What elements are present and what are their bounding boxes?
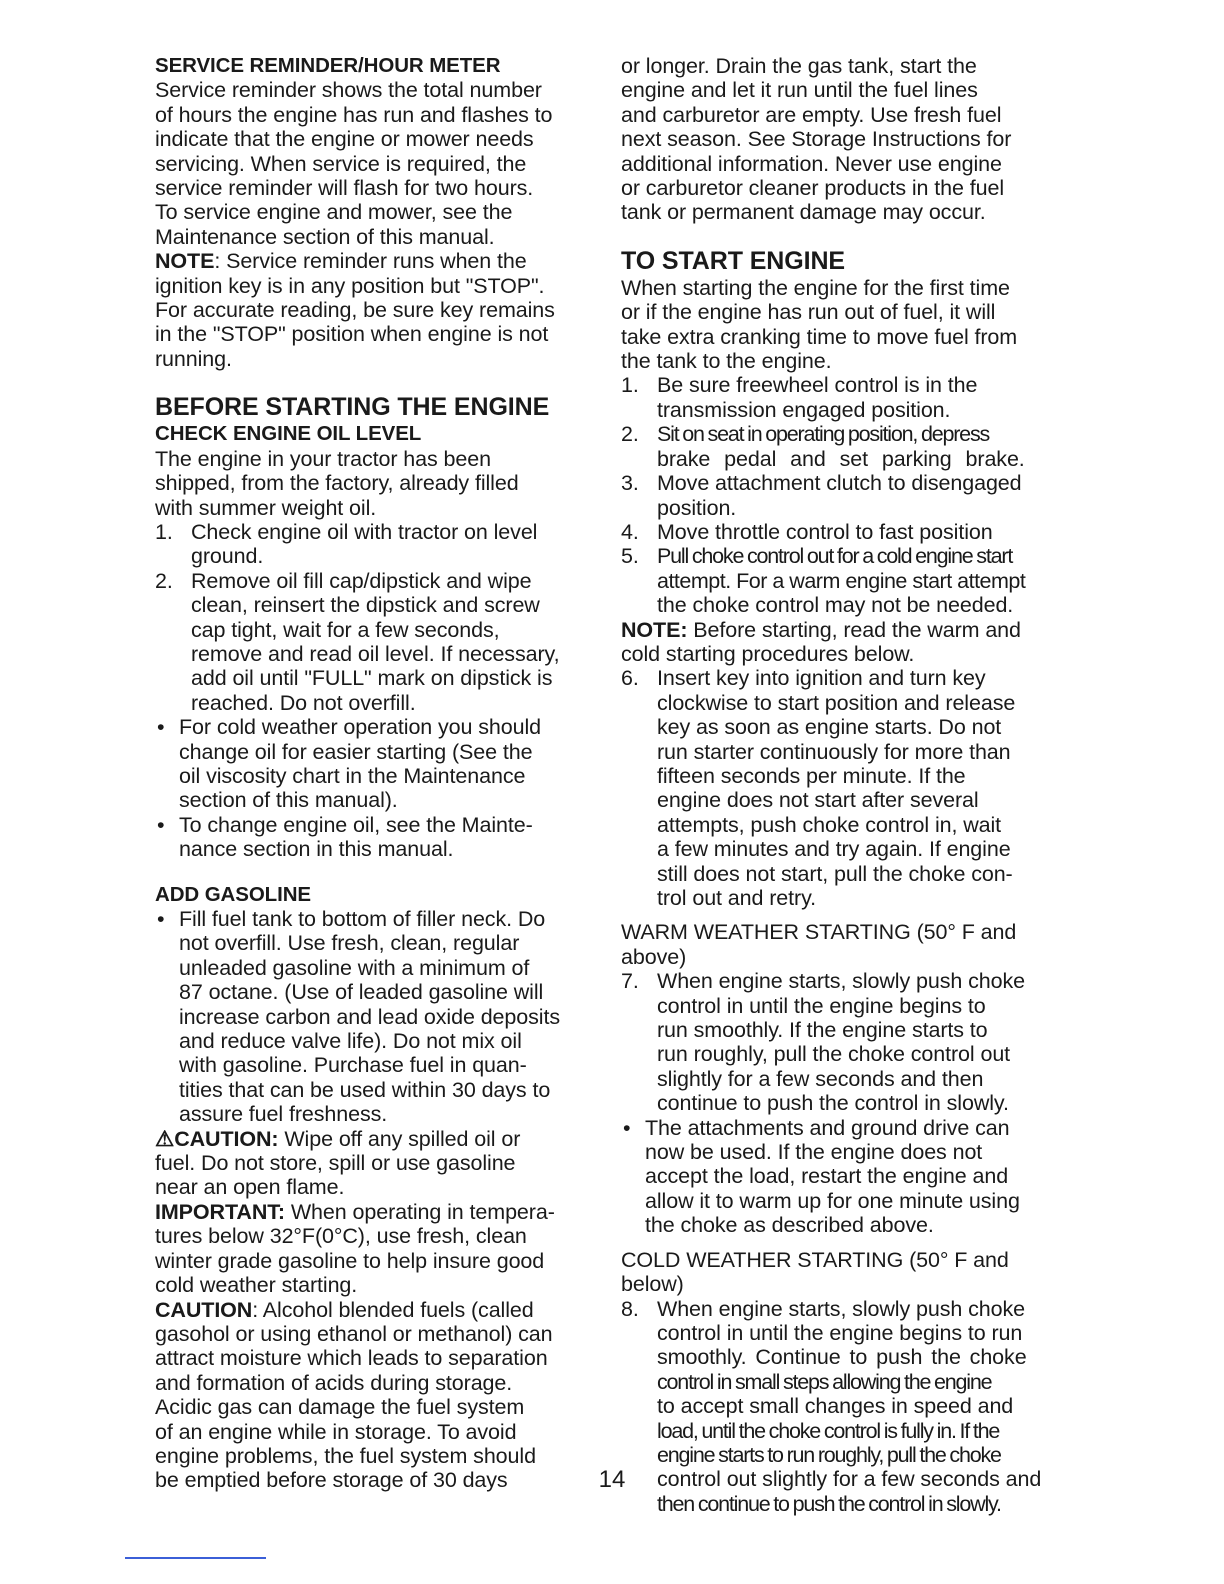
text-line: winter grade gasoline to help insure good [155, 1248, 545, 1273]
oil-paragraph [155, 447, 595, 520]
start-step-1 [621, 373, 1061, 422]
text-line: Move attachment clutch to disengaged [657, 471, 1022, 496]
step-number: 6. [621, 666, 639, 691]
text-line: Remove oil fill cap/dipstick and wipe [191, 568, 532, 593]
start-note [621, 618, 1061, 667]
text-line: load, until the choke control is fully in. If the [657, 1418, 1000, 1443]
check-oil-heading: CHECK ENGINE OIL LEVEL [155, 422, 422, 446]
text-line: or longer. Drain the gas tank, start the [621, 54, 977, 78]
text-line: run smoothly. If the engine starts to [657, 1018, 988, 1043]
text-line: position. [657, 495, 737, 520]
text-line: tures below 32°F(0°C), use fresh, clean [155, 1224, 527, 1249]
text-line: engine does not start after several [657, 788, 979, 813]
text-line: oil viscosity chart in the Maintenance [179, 763, 526, 788]
text-line: attempts, push choke control in, wait [657, 812, 1002, 837]
text-line: engine starts to run roughly, pull the choke [657, 1442, 1001, 1467]
text-line: WARM WEATHER STARTING (50° F and [621, 920, 1017, 945]
text-line: When engine starts, slowly push choke [657, 969, 1025, 994]
text-line: 87 octane. (Use of leaded gasoline will [179, 980, 544, 1005]
text-line: attract moisture which leads to separation [155, 1346, 548, 1371]
warm-weather-heading [621, 920, 1061, 969]
text-line: in the "STOP" position when engine is not [155, 322, 549, 347]
start-step-4 [621, 520, 1061, 544]
start-intro-paragraph [621, 276, 1061, 374]
text-line: For cold weather operation you should [179, 715, 542, 740]
text-line: allow it to warm up for one minute using [645, 1188, 1020, 1213]
text-line: shipped, from the factory, already filled [155, 471, 519, 496]
caution-label: CAUTION: [174, 1126, 279, 1151]
page-number: 14 [598, 1466, 626, 1493]
text-line: Acidic gas can damage the fuel system [155, 1395, 525, 1420]
text-line: trol out and retry. [657, 886, 817, 910]
alcohol-caution-paragraph [155, 1298, 595, 1493]
bullet-icon: • [623, 1115, 631, 1140]
text-line: of an engine while in storage. To avoid [155, 1419, 517, 1444]
text-line: COLD WEATHER STARTING (50° F and [621, 1247, 1009, 1272]
text-line: with gasoline. Purchase fuel in quan- [179, 1053, 527, 1078]
gas-bullet [155, 907, 595, 1127]
text-line: When operating in tempera- [284, 1199, 555, 1224]
warning-icon: ⚠ [155, 1126, 175, 1151]
text-line: take extra cranking time to move fuel from [621, 324, 1018, 349]
text-line: fuel. Do not store, spill or use gasoline [155, 1151, 516, 1176]
step-number: 3. [621, 471, 639, 496]
text-line: clockwise to start position and release [657, 690, 1016, 715]
text-line: or if the engine has run out of fuel, it will [621, 300, 996, 325]
add-gasoline-heading: ADD GASOLINE [155, 882, 311, 906]
text-line: The engine in your tractor has been [155, 446, 491, 471]
text-line: : Service reminder runs when the [214, 249, 527, 274]
text-line: to accept small changes in speed and [657, 1394, 1014, 1419]
text-line: the tank to the engine. [621, 349, 832, 374]
text-line: and formation of acids during storage. [155, 1370, 513, 1395]
text-line: the choke as described above. [645, 1213, 934, 1238]
text-line: with summer weight oil. [155, 495, 377, 520]
text-line: a few minutes and try again. If engine [657, 837, 1011, 862]
text-line: tities that can be used within 30 days to [179, 1077, 551, 1102]
text-line: transmission engaged position. [657, 397, 951, 422]
text-line: tank or permanent damage may occur. [621, 200, 986, 225]
text-line: Insert key into ignition and turn key [657, 666, 986, 691]
text-line: remove and read oil level. If necessary, [191, 641, 560, 666]
text-line: reached. Do not overfill. [191, 690, 416, 715]
text-line: then continue to push the control in slowly. [657, 1491, 1001, 1516]
before-starting-heading: BEFORE STARTING THE ENGINE [155, 393, 550, 422]
text-line: and reduce valve life). Do not mix oil [179, 1029, 522, 1054]
step-number: 5. [621, 544, 639, 569]
caution-label: CAUTION [155, 1297, 253, 1322]
bullet-icon: • [157, 715, 165, 740]
text-line: of hours the engine has run and flashes to [155, 102, 553, 127]
step-number: 7. [621, 969, 639, 994]
text-line: smoothly. Continue to push the choke [657, 1345, 1027, 1370]
step-number: 1. [621, 373, 639, 398]
text-line: Pull choke control out for a cold engine start [657, 544, 1013, 569]
text-line: section of this manual). [179, 788, 398, 813]
text-line: control in small steps allowing the engine [657, 1369, 992, 1394]
text-line: ignition key is in any position but "STOP". [155, 273, 545, 298]
text-line: gasohol or using ethanol or methanol) can [155, 1321, 553, 1346]
to-start-engine-heading: TO START ENGINE [621, 246, 845, 275]
text-line: Move throttle control to fast position [657, 519, 993, 544]
text-line: running. [155, 346, 232, 371]
text-line: control out slightly for a few seconds and [657, 1467, 1042, 1492]
text-line: For accurate reading, be sure key remains [155, 298, 555, 323]
text-line: now be used. If the engine does not [645, 1140, 983, 1165]
cold-weather-heading [621, 1248, 1061, 1297]
text-line: Service reminder shows the total number [155, 78, 542, 103]
text-line: Wipe off any spilled oil or [278, 1126, 521, 1151]
text-line: Be sure freewheel control is in the [657, 373, 978, 398]
text-line: When starting the engine for the first time [621, 275, 1010, 300]
right-column [621, 54, 1061, 1516]
text-line: run roughly, pull the choke control out [657, 1042, 1011, 1067]
note-label: NOTE: [621, 617, 688, 642]
note-label: NOTE [155, 249, 215, 274]
text-line: slightly for a few seconds and then [657, 1066, 984, 1091]
text-line: near an open flame. [155, 1175, 345, 1200]
text-line: To service engine and mower, see the [155, 200, 513, 225]
caution-paragraph [155, 1127, 595, 1200]
storage-continued-paragraph [621, 54, 1061, 225]
text-line: continue to push the control in slowly. [657, 1091, 1009, 1116]
text-line: change oil for easier starting (See the [179, 739, 533, 764]
text-line: key as soon as engine starts. Do not [657, 715, 1002, 740]
text-line: clean, reinsert the dipstick and screw [191, 593, 540, 618]
start-step-6 [621, 666, 1061, 910]
start-step-2 [621, 422, 1061, 471]
text-line: cold starting procedures below. [621, 641, 915, 666]
text-line: When engine starts, slowly push choke [657, 1296, 1025, 1321]
text-line: Check engine oil with tractor on level [191, 519, 538, 544]
text-line: attempt. For a warm engine start attempt [657, 568, 1026, 593]
text-line: fifteen seconds per minute. If the [657, 763, 966, 788]
text-line: not overfill. Use fresh, clean, regular [179, 931, 520, 956]
text-line: above) [621, 944, 687, 969]
text-line: control in until the engine begins to run [657, 1320, 1023, 1345]
text-line: and carburetor are empty. Use fresh fuel [621, 102, 1002, 127]
text-line: control in until the engine begins to [657, 993, 986, 1018]
left-column [155, 54, 595, 1493]
important-label: IMPORTANT: [155, 1199, 285, 1224]
step-number: 2. [621, 422, 639, 447]
important-paragraph [155, 1200, 595, 1298]
text-line: ground. [191, 544, 264, 569]
service-paragraph [155, 78, 595, 249]
text-line: cap tight, wait for a few seconds, [191, 617, 500, 642]
text-line: add oil until "FULL" mark on dipstick is [191, 666, 553, 691]
text-line: be emptied before storage of 30 days [155, 1468, 508, 1493]
text-line: next season. See Storage Instructions for [621, 127, 1012, 152]
text-line: brake pedal and set parking brake. [657, 446, 1025, 471]
text-line: the choke control may not be needed. [657, 593, 1014, 618]
text-line: To change engine oil, see the Mainte- [179, 812, 533, 837]
service-note [155, 249, 595, 371]
text-line: Before starting, read the warm and [687, 617, 1021, 642]
text-line: below) [621, 1272, 684, 1297]
text-line: Sit on seat in operating position, depress [657, 422, 990, 447]
text-line: servicing. When service is required, the [155, 151, 527, 176]
text-line: unleaded gasoline with a minimum of [179, 955, 530, 980]
text-line: engine and let it run until the fuel lines [621, 78, 978, 103]
text-line: nance section in this manual. [179, 837, 454, 862]
bullet-icon: • [157, 907, 165, 931]
text-line: run starter continuously for more than [657, 739, 1011, 764]
text-line: Fill fuel tank to bottom of filler neck. Do [179, 907, 546, 931]
oil-step-1 [155, 520, 595, 569]
text-line: assure fuel freshness. [179, 1102, 388, 1127]
text-line: Maintenance section of this manual. [155, 224, 495, 249]
text-line: accept the load, restart the engine and [645, 1164, 1009, 1189]
text-line: increase carbon and lead oxide deposits [179, 1004, 560, 1029]
text-line: The attachments and ground drive can [645, 1115, 1010, 1140]
start-step-7 [621, 969, 1061, 1115]
step-number: 1. [155, 519, 173, 544]
oil-bullet-cold [155, 715, 595, 813]
text-line: service reminder will flash for two hours. [155, 176, 534, 201]
text-line: engine problems, the fuel system should [155, 1443, 536, 1468]
step-number: 2. [155, 568, 173, 593]
text-line: or carburetor cleaner products in the fuel [621, 176, 1005, 201]
text-line: cold weather starting. [155, 1273, 358, 1298]
oil-bullet-change [155, 813, 595, 862]
bullet-icon: • [157, 812, 165, 837]
start-step-3 [621, 471, 1061, 520]
step-number: 4. [621, 519, 639, 544]
oil-step-2 [155, 569, 595, 715]
text-line: : Alcohol blended fuels (called [252, 1297, 534, 1322]
text-line: additional information. Never use engine [621, 151, 1002, 176]
service-heading: SERVICE REMINDER/HOUR METER [155, 54, 501, 77]
attachments-bullet [621, 1116, 1061, 1238]
text-line: still does not start, pull the choke con- [657, 861, 1013, 886]
footer-divider [125, 1557, 266, 1559]
step-number: 8. [621, 1296, 639, 1321]
start-step-5 [621, 544, 1061, 617]
text-line: indicate that the engine or mower needs [155, 127, 534, 152]
